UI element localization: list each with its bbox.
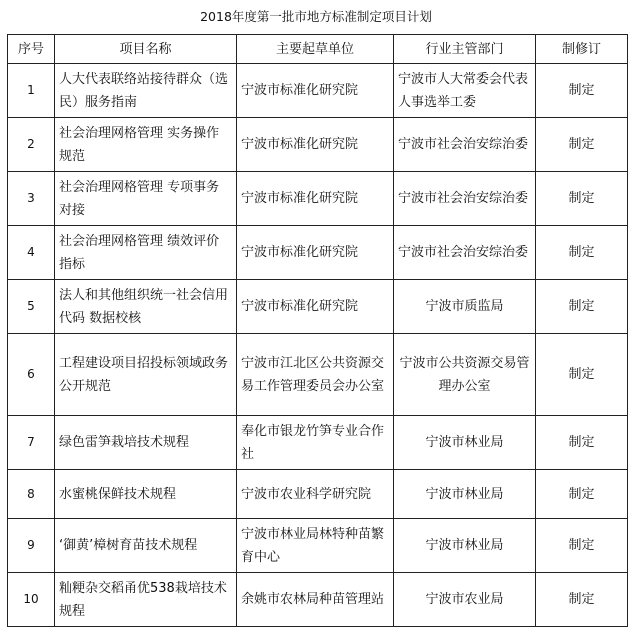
row-no: 7 — [8, 416, 55, 470]
row-dept: 宁波市林业局 — [394, 470, 536, 519]
row-dept: 宁波市质监局 — [394, 280, 536, 334]
row-project-name: 社会治理网格管理 绩效评价指标 — [55, 226, 237, 280]
row-drafting-unit: 宁波市标准化研究院 — [237, 64, 394, 118]
row-project-name: 水蜜桃保鲜技术规程 — [55, 470, 237, 519]
row-no: 10 — [8, 573, 55, 627]
table-row — [8, 280, 628, 334]
row-type: 制定 — [536, 64, 628, 118]
row-no: 5 — [8, 280, 55, 334]
table-row — [8, 226, 628, 280]
table-row — [8, 573, 628, 627]
row-dept: 宁波市社会治安综治委 — [394, 226, 536, 280]
row-no: 8 — [8, 470, 55, 519]
table-row — [8, 519, 628, 573]
row-type: 制定 — [536, 470, 628, 519]
row-project-name: 法人和其他组织统一社会信用代码 数据校核 — [55, 280, 237, 334]
header-dept: 行业主管部门 — [394, 35, 536, 64]
row-type: 制定 — [536, 519, 628, 573]
row-type: 制定 — [536, 416, 628, 470]
row-drafting-unit: 宁波市标准化研究院 — [237, 280, 394, 334]
table-row — [8, 118, 628, 172]
row-project-name: 工程建设项目招投标领域政务公开规范 — [55, 334, 237, 416]
row-drafting-unit: 宁波市农业科学研究院 — [237, 470, 394, 519]
header-type: 制修订 — [536, 35, 628, 64]
row-dept: 宁波市林业局 — [394, 416, 536, 470]
row-no: 9 — [8, 519, 55, 573]
table-row — [8, 172, 628, 226]
row-drafting-unit: 宁波市标准化研究院 — [237, 172, 394, 226]
row-drafting-unit: 宁波市标准化研究院 — [237, 118, 394, 172]
row-dept: 宁波市人大常委会代表人事选举工委 — [394, 64, 536, 118]
row-drafting-unit: 余姚市农林局种苗管理站 — [237, 573, 394, 627]
row-no: 4 — [8, 226, 55, 280]
row-dept: 宁波市林业局 — [394, 519, 536, 573]
row-type: 制定 — [536, 118, 628, 172]
row-type: 制定 — [536, 172, 628, 226]
row-no: 2 — [8, 118, 55, 172]
header-row — [8, 35, 628, 64]
row-project-name: 籼粳杂交稻甬优538栽培技术规程 — [55, 573, 237, 627]
row-type: 制定 — [536, 334, 628, 416]
header-unit: 主要起草单位 — [237, 35, 394, 64]
row-project-name: 社会治理网格管理 实务操作规范 — [55, 118, 237, 172]
row-dept: 宁波市公共资源交易管理办公室 — [394, 334, 536, 416]
row-project-name: ‘御黄’樟树育苗技术规程 — [55, 519, 237, 573]
row-type: 制定 — [536, 573, 628, 627]
row-no: 1 — [8, 64, 55, 118]
row-drafting-unit: 宁波市标准化研究院 — [237, 226, 394, 280]
row-type: 制定 — [536, 226, 628, 280]
row-project-name: 人大代表联络站接待群众（选民）服务指南 — [55, 64, 237, 118]
header-name: 项目名称 — [55, 35, 237, 64]
row-project-name: 绿色雷笋栽培技术规程 — [55, 416, 237, 470]
row-no: 6 — [8, 334, 55, 416]
table-row — [8, 64, 628, 118]
row-no: 3 — [8, 172, 55, 226]
header-no: 序号 — [8, 35, 55, 64]
row-type: 制定 — [536, 280, 628, 334]
standards-plan-table — [7, 34, 628, 627]
row-project-name: 社会治理网格管理 专项事务对接 — [55, 172, 237, 226]
row-dept: 宁波市社会治安综治委 — [394, 118, 536, 172]
table-row — [8, 470, 628, 519]
row-drafting-unit: 奉化市银龙竹笋专业合作社 — [237, 416, 394, 470]
row-dept: 宁波市社会治安综治委 — [394, 172, 536, 226]
table-row — [8, 334, 628, 416]
row-drafting-unit: 宁波市林业局林特种苗繁育中心 — [237, 519, 394, 573]
document-title: 2018年度第一批市地方标准制定项目计划 — [200, 9, 432, 24]
row-dept: 宁波市农业局 — [394, 573, 536, 627]
row-drafting-unit: 宁波市江北区公共资源交易工作管理委员会办公室 — [237, 334, 394, 416]
table-row — [8, 416, 628, 470]
